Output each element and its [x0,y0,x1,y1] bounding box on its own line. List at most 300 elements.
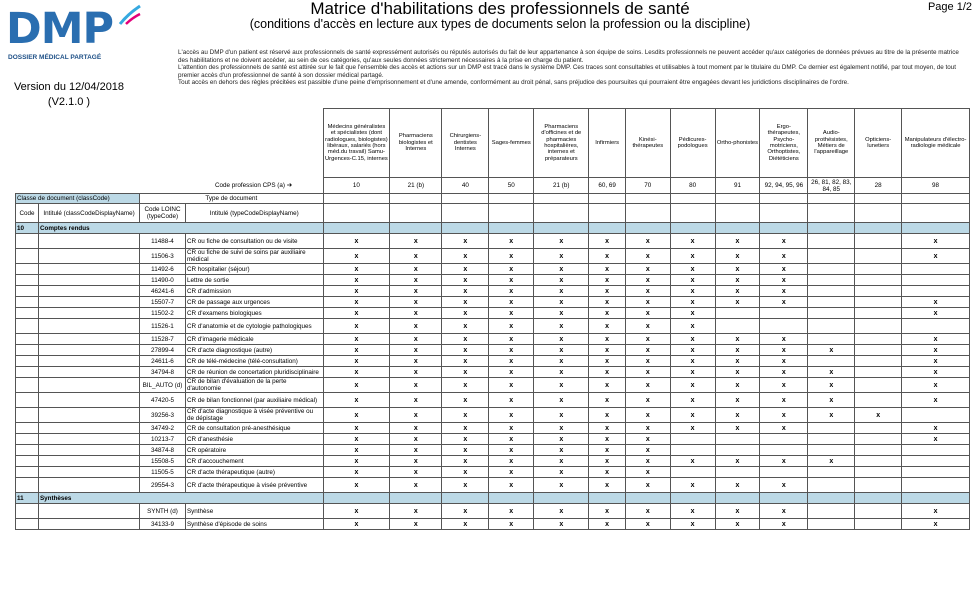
empty-cell [38,478,139,493]
access-mark [855,334,902,345]
access-mark [855,434,902,445]
empty-cell [38,345,139,356]
intitule-classe-header: Intitulé (classCodeDisplayName) [38,204,139,223]
empty-cell [855,194,902,204]
access-mark: x [489,356,534,367]
access-mark [855,456,902,467]
access-mark: x [760,478,808,493]
empty-cell [625,204,670,223]
access-mark: x [760,234,808,249]
loinc-code: 39256-3 [140,408,186,423]
loinc-code: SYNTH (d) [140,504,186,519]
access-mark: x [323,467,390,478]
document-type: CR d'anatomie et de cytologie pathologiques [185,319,323,334]
access-mark: x [715,378,760,393]
document-type: CR hospitalier (séjour) [185,264,323,275]
access-mark: x [489,367,534,378]
access-mark: x [489,234,534,249]
page-number: Page 1/2 [927,1,972,13]
table-row [16,504,970,519]
access-mark: x [760,393,808,408]
document-type: CR d'imagerie médicale [185,334,323,345]
empty-cell [855,493,902,504]
empty-cell [589,223,625,234]
access-mark: x [760,504,808,519]
empty-cell [489,194,534,204]
loinc-code: 11492-6 [140,264,186,275]
access-mark: x [715,334,760,345]
empty-cell [38,319,139,334]
access-mark: x [534,356,589,367]
table-row [16,445,970,456]
access-mark: x [390,478,442,493]
profession-header: Audio-prothésistes, Métiers de l'appareillage [808,109,855,178]
access-mark: x [390,234,442,249]
empty-cell [16,378,39,393]
access-mark: x [390,275,442,286]
access-mark [670,445,715,456]
loinc-code: 11528-7 [140,334,186,345]
empty-cell [670,204,715,223]
access-mark [855,445,902,456]
access-mark: x [442,367,489,378]
access-mark: x [390,378,442,393]
access-mark: x [589,319,625,334]
access-mark: x [390,264,442,275]
access-mark [855,367,902,378]
empty-cell [902,194,970,204]
empty-cell [390,223,442,234]
logo-swoosh-icon [118,4,142,26]
access-mark [902,456,970,467]
access-mark: x [808,367,855,378]
access-mark: x [323,319,390,334]
empty-cell [38,423,139,434]
access-mark [715,308,760,319]
table-row [16,423,970,434]
empty-cell [534,204,589,223]
access-mark: x [323,423,390,434]
intro-paragraph: L'accès au DMP d'un patient est réservé aux professionnels de santé expressément autorisés ou réputés autorisés du fait de leur appartenance à son équipe de soins. Lesdits professionnels ne peuvent accéder qu'aux catégories de données prévues au titre de la présente matrice des habilitations et ne doivent accéder, au sein de ces catégories, qu'aux seules données strictement nécessaires à la prise en charge du patient. [178,49,959,64]
document-type: CR de bilan fonctionnel (par auxiliaire médical) [185,393,323,408]
empty-cell [38,249,139,264]
access-mark: x [323,308,390,319]
intro-text [178,49,970,87]
empty-cell [16,393,39,408]
access-mark [715,467,760,478]
access-mark [760,319,808,334]
access-mark: x [715,456,760,467]
version-number: (V2.1.0 ) [47,96,91,108]
access-mark: x [390,434,442,445]
page-subtitle: (conditions d'accès en lecture aux types de documents selon la profession ou la discipline) [249,17,751,31]
access-mark [855,519,902,530]
access-mark: x [589,445,625,456]
access-mark: x [390,319,442,334]
access-mark: x [442,434,489,445]
loinc-code: 29554-3 [140,478,186,493]
access-mark: x [489,308,534,319]
access-mark: x [442,504,489,519]
access-mark: x [902,334,970,345]
access-mark: x [323,275,390,286]
logo-subtitle: DOSSIER MÉDICAL PARTAGÉ [8,54,102,61]
access-mark: x [534,308,589,319]
access-mark [902,408,970,423]
access-mark: x [390,356,442,367]
empty-cell [323,223,390,234]
access-mark: x [625,519,670,530]
table-row [16,393,970,408]
access-mark: x [390,504,442,519]
empty-cell [442,194,489,204]
access-mark: x [902,345,970,356]
profession-header-row [16,109,970,178]
access-mark: x [323,264,390,275]
empty-cell [323,194,390,204]
document-type: CR de bilan d'évaluation de la perte d'autonomie [185,378,323,393]
code-profession-label: Code profession CPS (a) ➔ [214,181,293,189]
access-mark: x [323,286,390,297]
access-mark: x [670,367,715,378]
access-mark [855,286,902,297]
access-mark: x [390,423,442,434]
access-mark: x [534,378,589,393]
access-mark: x [902,378,970,393]
access-mark: x [670,275,715,286]
empty-cell [16,275,39,286]
access-mark: x [625,249,670,264]
empty-cell [902,223,970,234]
document-type: CR d'admission [185,286,323,297]
access-mark: x [534,478,589,493]
access-mark: x [902,434,970,445]
profession-header: Ortho-phonistes [715,109,760,178]
access-mark: x [323,434,390,445]
access-mark: x [589,519,625,530]
document-type: CR d'acte diagnostique (autre) [185,345,323,356]
access-mark: x [489,249,534,264]
access-mark [670,434,715,445]
empty-cell [16,423,39,434]
access-mark [855,393,902,408]
empty-cell [16,445,39,456]
access-mark: x [489,297,534,308]
empty-cell [589,194,625,204]
table-row [16,519,970,530]
profession-code: 92, 94, 95, 96 [760,178,808,194]
access-mark: x [760,378,808,393]
document-type: Synthèse [185,504,323,519]
document-type: CR de passage aux urgences [185,297,323,308]
access-mark: x [323,334,390,345]
category-name: Comptes rendus [38,223,323,234]
access-mark [760,445,808,456]
access-mark: x [589,456,625,467]
access-mark: x [489,445,534,456]
access-mark: x [589,308,625,319]
empty-cell [670,493,715,504]
access-mark: x [534,286,589,297]
access-mark [715,445,760,456]
access-mark: x [715,297,760,308]
access-mark: x [489,408,534,423]
access-mark: x [902,234,970,249]
empty-cell [38,308,139,319]
loinc-code: 15508-5 [140,456,186,467]
empty-cell [855,204,902,223]
loinc-code: 11526-1 [140,319,186,334]
loinc-code: 10213-7 [140,434,186,445]
loinc-code: 15507-7 [140,297,186,308]
empty-cell [16,297,39,308]
empty-cell [589,204,625,223]
access-mark: x [489,393,534,408]
document-type: CR d'accouchement [185,456,323,467]
access-mark: x [589,356,625,367]
empty-cell [715,204,760,223]
access-mark: x [323,234,390,249]
empty-cell [16,504,39,519]
profession-header: Pharmaciens d'officines et de pharmacies hospitalières, internes et préparateurs [534,109,589,178]
access-mark [902,264,970,275]
empty-cell [670,194,715,204]
table-row [16,467,970,478]
table-row [16,434,970,445]
access-mark: x [670,308,715,319]
column-header-row [16,194,970,204]
access-mark: x [323,297,390,308]
empty-cell [323,204,390,223]
access-mark: x [625,234,670,249]
empty-cell [38,297,139,308]
intro-paragraph: L'attention des professionnels de santé est attirée sur le fait que l'ensemble des accès et actions sur un DMP est tracé dans le système DMP. Ces traces sont consultables et utilisables à tout moment par le titulaire du DMP. Ce dernier est également notifié, par tout moyen, de tout premier accès d'un professionnel de santé à son dossier médical partagé. [178,64,957,79]
access-mark: x [442,393,489,408]
access-mark: x [902,356,970,367]
loinc-code: 34874-8 [140,445,186,456]
access-mark: x [902,308,970,319]
profession-code: 21 (b) [390,178,442,194]
empty-cell [16,456,39,467]
access-mark: x [442,334,489,345]
access-mark: x [534,445,589,456]
access-mark [855,275,902,286]
empty-cell [808,223,855,234]
access-mark: x [715,275,760,286]
access-mark: x [760,275,808,286]
table-row [16,356,970,367]
profession-code: 21 (b) [534,178,589,194]
access-mark: x [760,286,808,297]
empty-cell [38,356,139,367]
profession-code: 40 [442,178,489,194]
logo-text: DMP [6,4,113,54]
empty-cell [534,223,589,234]
loinc-code: 11506-3 [140,249,186,264]
access-mark: x [323,249,390,264]
document-type: CR d'acte diagnostique à visée préventive ou de dépistage [185,408,323,423]
access-mark: x [760,356,808,367]
empty-cell [670,223,715,234]
access-mark: x [715,234,760,249]
access-mark: x [715,367,760,378]
access-mark: x [534,423,589,434]
access-mark: x [442,456,489,467]
empty-cell [16,345,39,356]
access-mark: x [534,504,589,519]
access-mark: x [760,408,808,423]
empty-cell [38,434,139,445]
access-mark: x [625,264,670,275]
access-mark: x [625,467,670,478]
access-mark: x [442,234,489,249]
access-mark: x [589,467,625,478]
access-mark [808,467,855,478]
access-mark [855,378,902,393]
access-mark: x [715,519,760,530]
empty-cell [534,493,589,504]
access-mark: x [442,319,489,334]
empty-cell [38,408,139,423]
access-mark: x [534,456,589,467]
access-mark: x [589,249,625,264]
empty-cell [808,493,855,504]
loinc-code: 11502-2 [140,308,186,319]
access-mark: x [390,456,442,467]
access-mark: x [625,504,670,519]
profession-code: 28 [855,178,902,194]
table-row [16,408,970,423]
profession-header: Ergo-thérapeutes, Psycho-motriciens, Orthoptistes, Diététiciens [760,109,808,178]
empty-cell [16,356,39,367]
access-mark: x [760,456,808,467]
loinc-code: 11490-0 [140,275,186,286]
empty-cell [38,467,139,478]
empty-cell [16,519,39,530]
access-mark: x [534,264,589,275]
access-mark: x [323,367,390,378]
access-mark [855,504,902,519]
access-mark: x [760,423,808,434]
page-title: Matrice d'habilitations des professionnels de santé [310,0,690,18]
table-row [16,234,970,249]
empty-cell [16,249,39,264]
access-mark: x [489,319,534,334]
access-mark: x [323,408,390,423]
access-mark: x [625,334,670,345]
access-mark: x [534,334,589,345]
access-mark: x [489,467,534,478]
empty-cell [760,194,808,204]
loinc-code: 34133-9 [140,519,186,530]
empty-cell [808,204,855,223]
access-mark [808,249,855,264]
access-mark: x [390,345,442,356]
classe-header: Classe de document (classCode) [16,194,140,204]
empty-cell [38,234,139,249]
empty-cell [38,334,139,345]
access-mark: x [442,423,489,434]
access-mark: x [670,345,715,356]
profession-header: Chirurgiens-dentistes Internes [442,109,489,178]
access-mark [902,275,970,286]
access-mark: x [902,249,970,264]
access-mark: x [442,345,489,356]
empty-cell [760,204,808,223]
access-mark [808,234,855,249]
access-mark: x [715,286,760,297]
access-mark: x [625,275,670,286]
access-mark: x [489,286,534,297]
habilitations-matrix [15,108,970,530]
access-mark: x [390,286,442,297]
loinc-code: 11488-4 [140,234,186,249]
document-type: Lettre de sortie [185,275,323,286]
access-mark: x [534,367,589,378]
access-mark: x [760,334,808,345]
access-mark: x [760,519,808,530]
empty-cell [625,194,670,204]
access-mark [808,334,855,345]
empty-cell [489,493,534,504]
column-subheader-row [16,204,970,223]
table-row [16,334,970,345]
loinc-code: 46241-6 [140,286,186,297]
access-mark: x [625,378,670,393]
access-mark: x [390,467,442,478]
document-type: CR d'anesthésie [185,434,323,445]
access-mark: x [323,504,390,519]
access-mark: x [442,308,489,319]
access-mark: x [589,423,625,434]
document-type: CR de télé-médecine (télé-consultation) [185,356,323,367]
access-mark: x [442,378,489,393]
document-type: CR de consultation pré-anesthésique [185,423,323,434]
blank-cell [16,178,186,194]
access-mark: x [902,519,970,530]
access-mark: x [442,467,489,478]
access-mark: x [760,367,808,378]
code-header: Code [16,204,39,223]
access-mark: x [902,504,970,519]
access-mark: x [489,264,534,275]
access-mark [715,319,760,334]
profession-header: Manipulateurs d'électro-radiologie médicale [902,109,970,178]
access-mark: x [625,456,670,467]
empty-cell [489,223,534,234]
access-mark: x [715,264,760,275]
profession-header: Médecins généralistes et spécialistes (dont radiologues, biologistes) libéraux, salariés (hors méd.du travail) Samu-Urgences-C.15, internes [323,109,390,178]
empty-cell [760,493,808,504]
access-mark: x [534,234,589,249]
access-mark: x [323,445,390,456]
access-mark: x [534,275,589,286]
empty-cell [38,286,139,297]
access-mark: x [589,434,625,445]
empty-cell [855,223,902,234]
empty-cell [442,493,489,504]
access-mark [808,286,855,297]
access-mark: x [442,297,489,308]
access-mark: x [808,408,855,423]
document-type: CR ou fiche de suivi de soins par auxiliaire médical [185,249,323,264]
empty-cell [715,223,760,234]
access-mark: x [589,504,625,519]
access-mark [760,434,808,445]
intitule-type-header: Intitulé (typeCodeDisplayName) [185,204,323,223]
empty-cell [38,393,139,408]
access-mark: x [442,478,489,493]
